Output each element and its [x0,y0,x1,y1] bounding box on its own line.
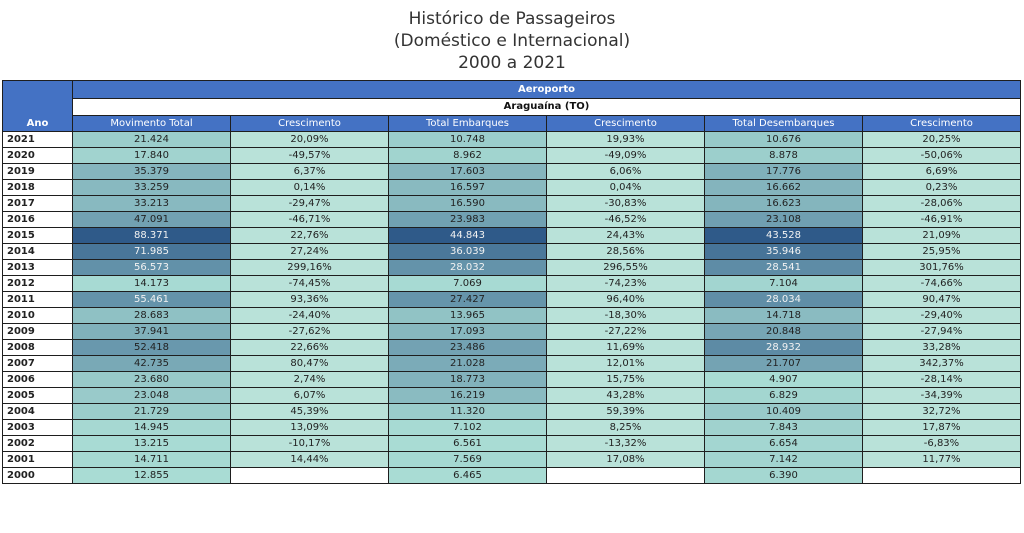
cell-crescimento-embarques: 15,75% [547,372,705,388]
cell-total-desembarques: 6.390 [705,468,863,484]
cell-total-embarques: 27.427 [389,292,547,308]
group-header: Aeroporto [73,81,1021,99]
cell-total-embarques: 17.093 [389,324,547,340]
cell-crescimento-total: 6,37% [231,164,389,180]
cell-crescimento-total: 2,74% [231,372,389,388]
title-line-2: (Doméstico e Internacional) [393,31,631,51]
cell-movimento-total: 21.729 [73,404,231,420]
cell-year: 2010 [3,308,73,324]
cell-year: 2021 [3,132,73,148]
cell-year: 2019 [3,164,73,180]
cell-total-desembarques: 14.718 [705,308,863,324]
title-line-1: Histórico de Passageiros [408,9,616,29]
cell-crescimento-total: 299,16% [231,260,389,276]
cell-total-embarques: 23.486 [389,340,547,356]
table-row [3,452,1021,468]
cell-movimento-total: 52.418 [73,340,231,356]
cell-crescimento-desembarques: 301,76% [863,260,1021,276]
cell-crescimento-total: 14,44% [231,452,389,468]
cell-movimento-total: 12.855 [73,468,231,484]
cell-total-desembarques: 28.034 [705,292,863,308]
cell-movimento-total: 14.711 [73,452,231,468]
cell-crescimento-desembarques: 32,72% [863,404,1021,420]
table-row [3,212,1021,228]
cell-total-desembarques: 43.528 [705,228,863,244]
table-row [3,388,1021,404]
cell-crescimento-total: -27,62% [231,324,389,340]
table-row [3,372,1021,388]
cell-movimento-total: 21.424 [73,132,231,148]
cell-crescimento-embarques [547,468,705,484]
cell-crescimento-desembarques: -74,66% [863,276,1021,292]
cell-crescimento-embarques: -46,52% [547,212,705,228]
cell-year: 2008 [3,340,73,356]
col-header-total-desembarques: Total Desembarques [705,116,863,132]
cell-crescimento-total: -46,71% [231,212,389,228]
cell-crescimento-embarques: 11,69% [547,340,705,356]
cell-crescimento-total: 93,36% [231,292,389,308]
cell-crescimento-total: 22,66% [231,340,389,356]
cell-year: 2001 [3,452,73,468]
cell-crescimento-desembarques [863,468,1021,484]
cell-movimento-total: 35.379 [73,164,231,180]
cell-crescimento-total: 27,24% [231,244,389,260]
cell-year: 2002 [3,436,73,452]
cell-crescimento-desembarques: -6,83% [863,436,1021,452]
cell-movimento-total: 33.259 [73,180,231,196]
table-row [3,148,1021,164]
cell-total-desembarques: 23.108 [705,212,863,228]
cell-crescimento-total: 20,09% [231,132,389,148]
cell-total-embarques: 36.039 [389,244,547,260]
cell-total-embarques: 6.561 [389,436,547,452]
cell-crescimento-total [231,468,389,484]
cell-movimento-total: 28.683 [73,308,231,324]
cell-total-embarques: 6.465 [389,468,547,484]
cell-total-desembarques: 28.932 [705,340,863,356]
cell-crescimento-total: 0,14% [231,180,389,196]
cell-crescimento-embarques: 12,01% [547,356,705,372]
cell-crescimento-embarques: 96,40% [547,292,705,308]
cell-crescimento-total: 45,39% [231,404,389,420]
cell-total-desembarques: 16.623 [705,196,863,212]
cell-total-embarques: 44.843 [389,228,547,244]
cell-movimento-total: 71.985 [73,244,231,260]
cell-total-desembarques: 4.907 [705,372,863,388]
cell-movimento-total: 88.371 [73,228,231,244]
table-row [3,468,1021,484]
cell-total-desembarques: 10.409 [705,404,863,420]
cell-year: 2017 [3,196,73,212]
cell-crescimento-embarques: -18,30% [547,308,705,324]
cell-crescimento-desembarques: 25,95% [863,244,1021,260]
table-row [3,308,1021,324]
cell-total-embarques: 17.603 [389,164,547,180]
cell-movimento-total: 14.173 [73,276,231,292]
table-row [3,340,1021,356]
col-header-total-embarques: Total Embarques [389,116,547,132]
cell-movimento-total: 23.680 [73,372,231,388]
title-line-3: 2000 a 2021 [458,53,566,73]
col-header-movimento-total: Movimento Total [73,116,231,132]
cell-total-desembarques: 7.843 [705,420,863,436]
cell-movimento-total: 56.573 [73,260,231,276]
cell-movimento-total: 23.048 [73,388,231,404]
cell-total-embarques: 8.962 [389,148,547,164]
cell-total-embarques: 10.748 [389,132,547,148]
cell-crescimento-desembarques: -29,40% [863,308,1021,324]
cell-total-desembarques: 17.776 [705,164,863,180]
cell-crescimento-desembarques: -34,39% [863,388,1021,404]
cell-total-desembarques: 6.829 [705,388,863,404]
table-row [3,356,1021,372]
cell-crescimento-embarques: -49,09% [547,148,705,164]
cell-year: 2018 [3,180,73,196]
cell-total-embarques: 23.983 [389,212,547,228]
cell-total-embarques: 11.320 [389,404,547,420]
cell-total-embarques: 7.102 [389,420,547,436]
cell-year: 2007 [3,356,73,372]
col-header-crescimento-embarques: Crescimento [547,116,705,132]
cell-movimento-total: 13.215 [73,436,231,452]
chart-title [0,0,1024,80]
cell-year: 2004 [3,404,73,420]
cell-crescimento-total: 6,07% [231,388,389,404]
cell-total-embarques: 7.069 [389,276,547,292]
year-header: Ano [3,81,73,132]
cell-crescimento-desembarques: -46,91% [863,212,1021,228]
cell-crescimento-desembarques: 0,23% [863,180,1021,196]
cell-crescimento-desembarques: -50,06% [863,148,1021,164]
cell-movimento-total: 42.735 [73,356,231,372]
cell-year: 2013 [3,260,73,276]
cell-crescimento-total: 80,47% [231,356,389,372]
table-row [3,276,1021,292]
cell-crescimento-total: 13,09% [231,420,389,436]
cell-crescimento-embarques: 24,43% [547,228,705,244]
cell-year: 2016 [3,212,73,228]
cell-total-desembarques: 16.662 [705,180,863,196]
passenger-table [2,80,1021,484]
table-row [3,404,1021,420]
cell-total-desembarques: 7.142 [705,452,863,468]
cell-total-desembarques: 20.848 [705,324,863,340]
cell-crescimento-embarques: 28,56% [547,244,705,260]
cell-crescimento-total: -49,57% [231,148,389,164]
table-row [3,324,1021,340]
table-row [3,164,1021,180]
cell-crescimento-desembarques: -28,06% [863,196,1021,212]
cell-total-embarques: 28.032 [389,260,547,276]
cell-total-embarques: 16.597 [389,180,547,196]
table-row [3,228,1021,244]
cell-year: 2015 [3,228,73,244]
cell-crescimento-desembarques: 20,25% [863,132,1021,148]
cell-movimento-total: 33.213 [73,196,231,212]
cell-crescimento-desembarques: 6,69% [863,164,1021,180]
cell-crescimento-embarques: 0,04% [547,180,705,196]
cell-crescimento-embarques: 17,08% [547,452,705,468]
cell-crescimento-embarques: -13,32% [547,436,705,452]
cell-year: 2012 [3,276,73,292]
col-header-crescimento-desembarques: Crescimento [863,116,1021,132]
cell-crescimento-desembarques: 11,77% [863,452,1021,468]
cell-movimento-total: 17.840 [73,148,231,164]
cell-crescimento-desembarques: -28,14% [863,372,1021,388]
cell-total-desembarques: 8.878 [705,148,863,164]
cell-crescimento-embarques: 6,06% [547,164,705,180]
cell-year: 2014 [3,244,73,260]
cell-total-desembarques: 6.654 [705,436,863,452]
cell-crescimento-desembarques: 342,37% [863,356,1021,372]
cell-movimento-total: 14.945 [73,420,231,436]
cell-crescimento-embarques: 43,28% [547,388,705,404]
cell-crescimento-desembarques: -27,94% [863,324,1021,340]
table-row [3,260,1021,276]
cell-crescimento-total: 22,76% [231,228,389,244]
cell-crescimento-embarques: 296,55% [547,260,705,276]
cell-crescimento-embarques: 19,93% [547,132,705,148]
table-row [3,436,1021,452]
airport-header: Araguaína (TO) [73,99,1021,116]
cell-crescimento-total: -24,40% [231,308,389,324]
cell-crescimento-desembarques: 21,09% [863,228,1021,244]
cell-year: 2020 [3,148,73,164]
cell-year: 2009 [3,324,73,340]
cell-movimento-total: 37.941 [73,324,231,340]
cell-total-embarques: 16.590 [389,196,547,212]
cell-crescimento-desembarques: 33,28% [863,340,1021,356]
cell-crescimento-total: -74,45% [231,276,389,292]
cell-total-desembarques: 35.946 [705,244,863,260]
table-row [3,180,1021,196]
cell-crescimento-desembarques: 17,87% [863,420,1021,436]
cell-crescimento-total: -10,17% [231,436,389,452]
cell-year: 2005 [3,388,73,404]
table-body [3,132,1021,484]
cell-total-embarques: 16.219 [389,388,547,404]
col-header-crescimento-total: Crescimento [231,116,389,132]
cell-crescimento-embarques: -27,22% [547,324,705,340]
table-row [3,420,1021,436]
cell-crescimento-total: -29,47% [231,196,389,212]
cell-year: 2011 [3,292,73,308]
cell-total-embarques: 7.569 [389,452,547,468]
cell-total-desembarques: 7.104 [705,276,863,292]
cell-year: 2003 [3,420,73,436]
cell-crescimento-desembarques: 90,47% [863,292,1021,308]
cell-year: 2006 [3,372,73,388]
cell-total-embarques: 21.028 [389,356,547,372]
cell-total-desembarques: 21.707 [705,356,863,372]
cell-crescimento-embarques: 8,25% [547,420,705,436]
cell-movimento-total: 47.091 [73,212,231,228]
cell-total-desembarques: 28.541 [705,260,863,276]
cell-total-embarques: 18.773 [389,372,547,388]
table-row [3,292,1021,308]
cell-crescimento-embarques: 59,39% [547,404,705,420]
table-row [3,132,1021,148]
cell-crescimento-embarques: -30,83% [547,196,705,212]
table-row [3,244,1021,260]
cell-year: 2000 [3,468,73,484]
cell-movimento-total: 55.461 [73,292,231,308]
cell-total-desembarques: 10.676 [705,132,863,148]
cell-total-embarques: 13.965 [389,308,547,324]
cell-crescimento-embarques: -74,23% [547,276,705,292]
table-row [3,196,1021,212]
